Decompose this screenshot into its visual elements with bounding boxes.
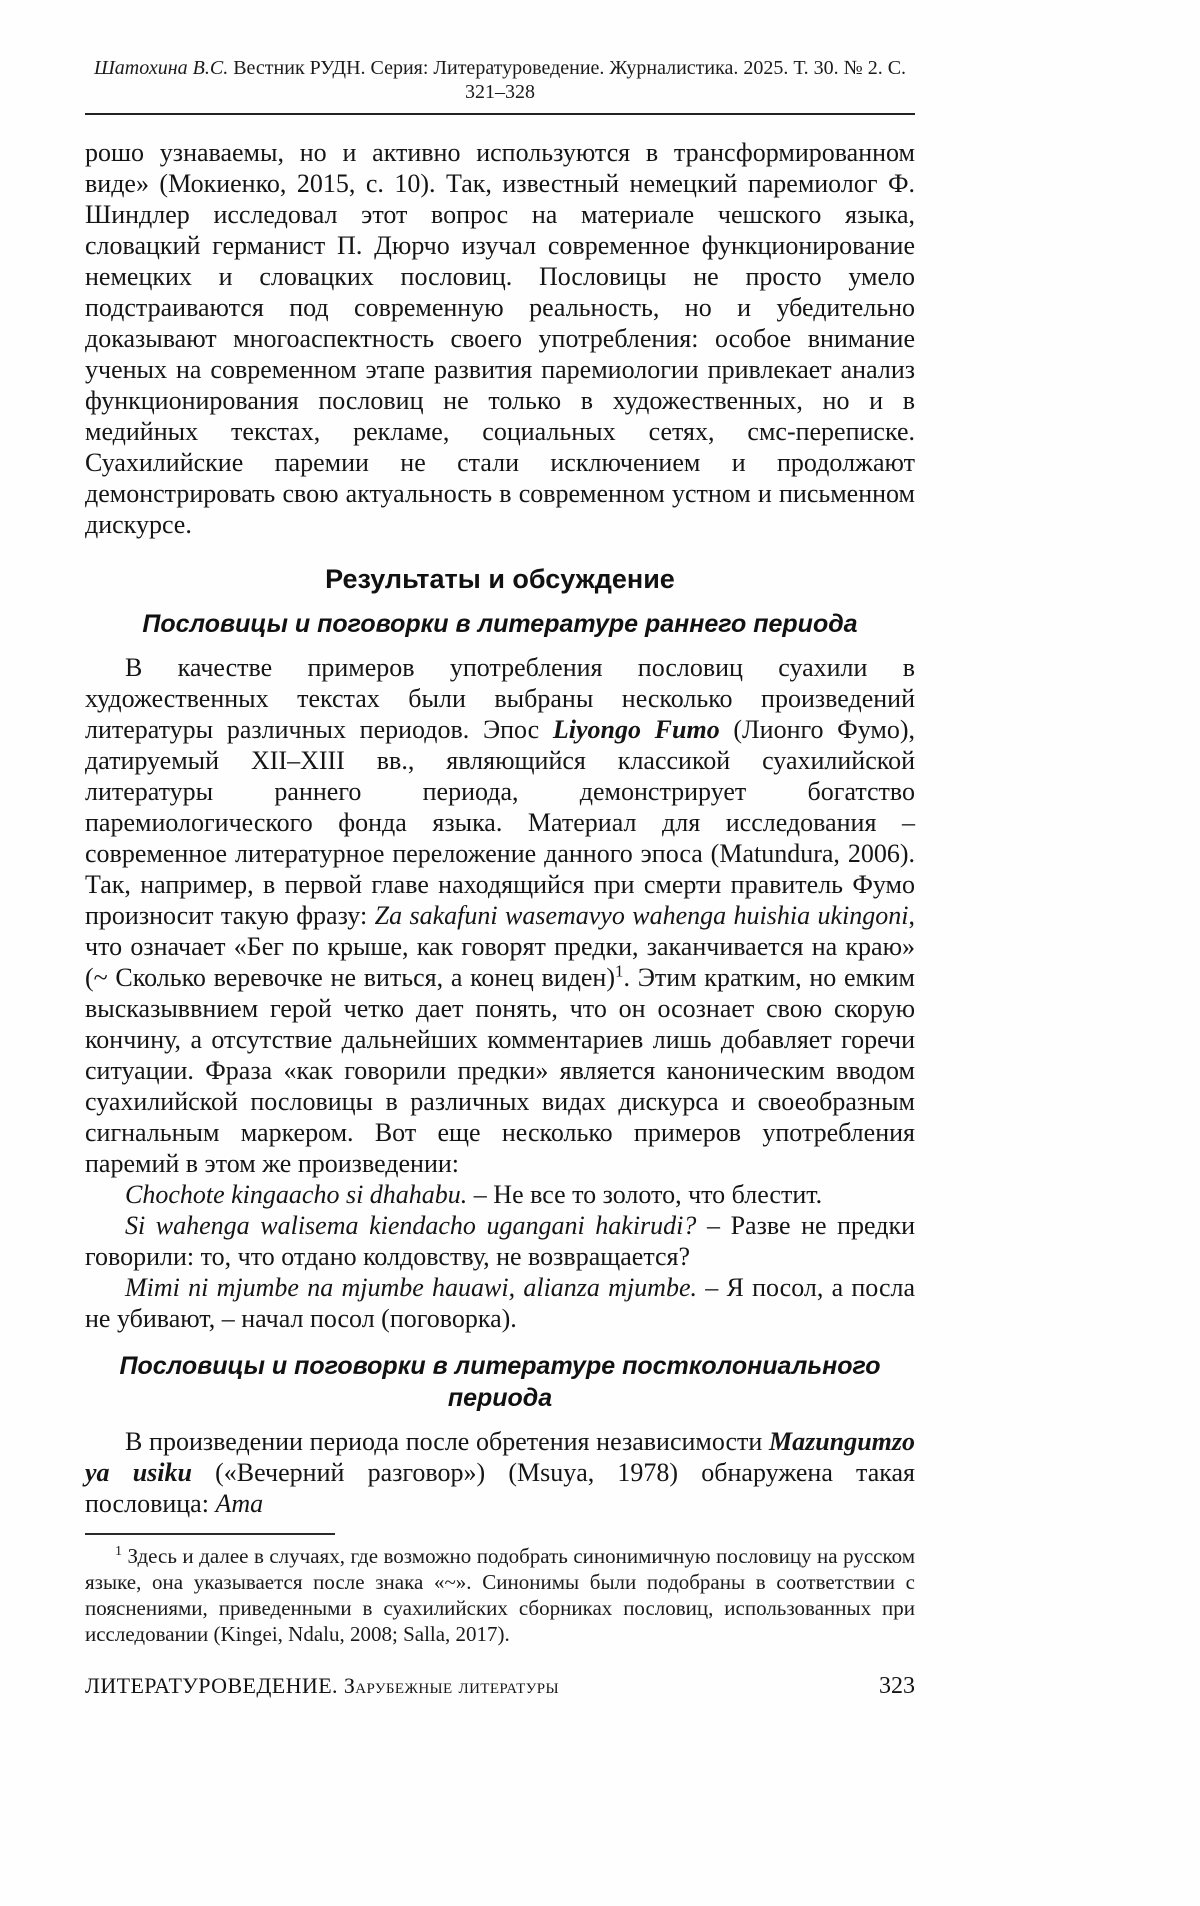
- swahili-proverb: Si wahenga walisema kiendacho ugangani hakirudi?: [125, 1211, 697, 1240]
- footnote-ref-1: 1: [615, 961, 624, 981]
- text-run: , что означает «Бег по крыше, как говорят предки, заканчивается на краю» (~ Сколько веревочке не виться, а конец виден): [85, 901, 915, 992]
- footnote-separator: [85, 1533, 335, 1535]
- footnote-text: Здесь и далее в случаях, где возможно подобрать синонимичную пословицу на русском языке, она указывается после знака «~». Синонимы были подобраны в соответствии с пояснениями, приведенными в суахилийских сборниках пословиц, использованных при исследовании (Kingei, Ndalu, 2008; Salla, 2017).: [85, 1544, 915, 1646]
- text-run: . Этим кратким, но емким высказыввнием герой четко дает понять, что он осознает свою скорую кончину, а отсутствие дальнейших комментариев лишь добавляет горечи ситуации. Фраза «как говорили предки» является каноническим вводом суахилийской пословицы в различных видах дискурса и своеобразным сигнальным маркером. Вот еще несколько примеров употребления паремий в этом же произведении:: [85, 963, 915, 1178]
- article-body: [85, 137, 915, 1519]
- footnote-1: [85, 1543, 915, 1647]
- russian-translation: – Не все то золото, что блестит.: [467, 1180, 823, 1209]
- paragraph-early-period: [85, 652, 915, 1179]
- text-run: рошо узнаваемы, но и активно используются в трансформированном виде» (Мокиенко, 2015, с. 10). Так, известный немецкий паремиолог Ф. Шиндлер исследовал этот вопрос на материале чешского языка, словацкий германист П. Дюрчо изучал современное функционирование немецких и словацких пословиц. Пословицы не просто умело подстраиваются под современную реальность, но и убедительно доказывают многоаспектность своего употребления: особое внимание ученых на современном этапе развития паремиологии привлекает анализ функционирования пословиц не только в художественных, но и в медийных текстах, рекламе, социальных сетях, смс-переписке. Суахилийские паремии не стали исключением и продолжают демонстрировать свою актуальность в современном устном и письменном дискурсе.: [85, 138, 915, 539]
- running-header: [85, 56, 915, 104]
- epic-title-liyongo-fumo: Liyongo Fumo: [552, 715, 720, 744]
- swahili-proverb: Mimi ni mjumbe na mjumbe hauawi, alianza mjumbe.: [125, 1273, 697, 1302]
- proverb-example-2: [85, 1210, 915, 1272]
- footer-subsection: Зарубежные литературы: [343, 1673, 559, 1698]
- footer-section: ЛИТЕРАТУРОВЕДЕНИЕ.: [85, 1673, 338, 1698]
- page-number: 323: [879, 1673, 915, 1699]
- subsection-heading-postcolonial: Пословицы и поговорки в литературе постколониального периода: [119, 1352, 881, 1412]
- paragraph-continuation: [85, 137, 915, 540]
- text-run: В качестве примеров употребления пословиц суахили в художественных текстах были выбраны несколько произведений литературы различных периодов. Эпос: [85, 653, 915, 744]
- text-run: (Лионго Фумо), датируемый XII–XIII вв., являющийся классикой суахилийской литературы раннего периода, демонстрирует богатство паремиологического фонда языка. Материал для исследования – современное литературное переложение данного эпоса (Matundura, 2006). Так, например, в первой главе находящийся при смерти правитель Фумо произносит такую фразу:: [85, 715, 915, 930]
- russian-translation: – Я посол, а посла не убивают, – начал посол (поговорка).: [85, 1273, 915, 1333]
- proverb-example-1: [85, 1179, 915, 1210]
- page-footer: [85, 1673, 915, 1700]
- swahili-word-ama: Ama: [215, 1489, 264, 1518]
- header-rule: [85, 113, 915, 115]
- proverb-example-3: [85, 1272, 915, 1334]
- swahili-proverb: Chochote kingaacho si dhahabu.: [125, 1180, 468, 1209]
- russian-translation: – Разве не предки говорили: то, что отдано колдовству, не возвращается?: [85, 1211, 915, 1271]
- text-run: В произведении периода после обретения независимости: [125, 1427, 770, 1456]
- section-heading-results: Результаты и обсуждение: [325, 564, 675, 594]
- running-head-author: Шатохина В.С.: [93, 57, 229, 79]
- running-head-citation: Вестник РУДН. Серия: Литературоведение. Журналистика. 2025. Т. 30. № 2. С. 321–328: [228, 57, 907, 103]
- subsection-heading-early-period: Пословицы и поговорки в литературе раннего периода: [142, 610, 858, 638]
- text-run: («Вечерний разговор») (Msuya, 1978) обнаружена такая пословица:: [85, 1458, 915, 1518]
- paragraph-postcolonial: [85, 1426, 915, 1519]
- page-content: [85, 56, 915, 1647]
- footnote-marker: 1: [115, 1544, 122, 1559]
- swahili-proverb-quote: Za sakafuni wasemavyo wahenga huishia ukingoni: [374, 901, 909, 930]
- footer-section-label: [85, 1673, 559, 1699]
- work-title-mazungumzo-ya-usiku: Mazungumzo ya usiku: [85, 1427, 915, 1487]
- footnote-block: [85, 1533, 915, 1647]
